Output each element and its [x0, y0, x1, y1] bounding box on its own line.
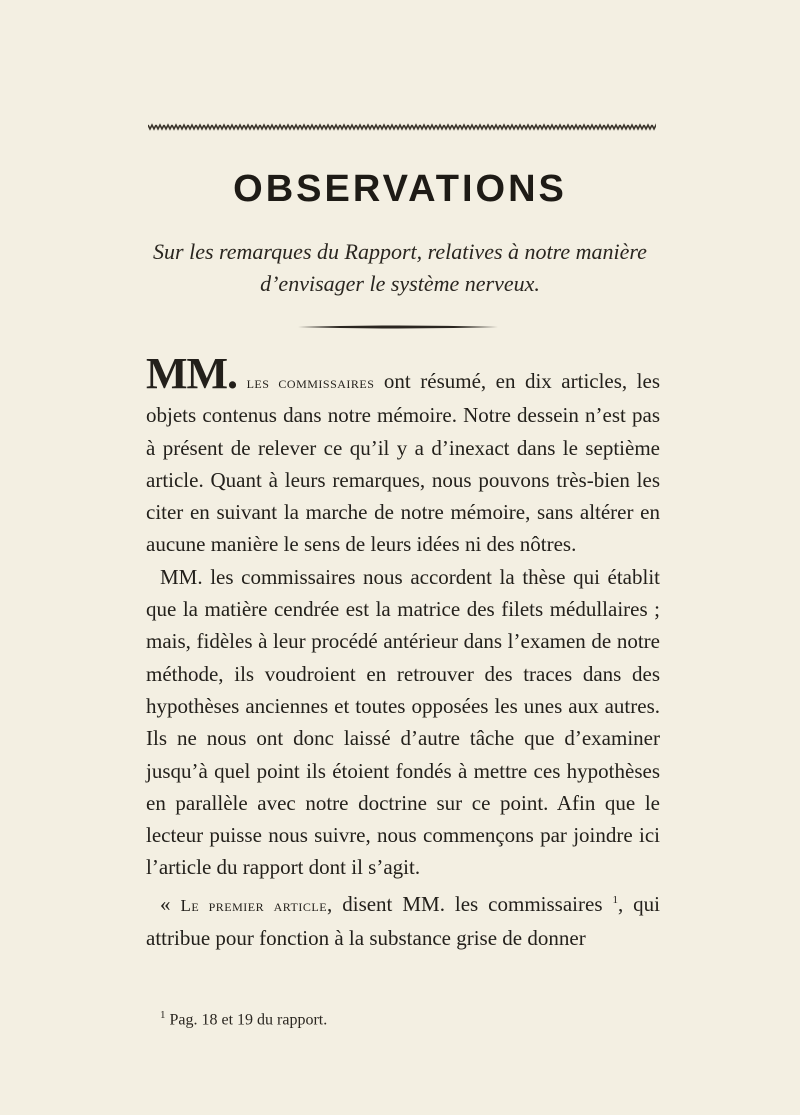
footnote-text: Pag. 18 et 19 du rapport.	[165, 1011, 328, 1029]
subtitle-line-2: d’envisager le système nerveux.	[260, 271, 540, 296]
open-quote: «	[160, 891, 181, 916]
footnote-marker: 1	[160, 1009, 166, 1021]
subtitle	[140, 236, 660, 300]
footnote	[160, 1009, 660, 1029]
paragraph-3-text-2: , qui attribue pour fonction à la substance grise de donner	[146, 891, 660, 951]
ornamental-border	[148, 122, 656, 132]
paragraph-3-text: , disent MM. les commissaires	[327, 891, 613, 916]
decorative-rule	[298, 325, 498, 329]
paragraph-2: MM. les commissaires nous accordent la thèse qui établit que la matière cendrée est la matrice des filets médullaires ; mais, fidèles à leur procédé antérieur dans l’examen de notre méthode, ils voudroient en retrouver des traces dans des hypothèses anciennes et toutes opposées les unes aux autres. Ils ne nous ont donc laissé d’autre tâche que d’examiner jusqu’à quel point ils étoient fondés à mettre ces hypothèses en parallèle avec notre doctrine sur ce point. Afin que le lecteur puisse nous suivre, nous commençons par joindre ici l’article du rapport dont il s’agit.	[146, 564, 660, 880]
smallcaps-premier-article: Le premier article	[180, 895, 328, 915]
footnote-reference: 1	[612, 893, 618, 906]
paragraph-1	[146, 349, 661, 561]
smallcaps-commissaires: les commissaires	[246, 373, 375, 392]
body-text	[146, 349, 661, 954]
paragraph-1-text: ont résumé, en dix articles, les objets contenus dans notre mémoire. Notre dessein n’est pas à présent de relever ce qu’il y a d’inexact dans le septième article. Quant à leurs remarques, nous pouvons très-bien les citer en suivant la marche de notre mémoire, sans altérer en aucune manière le sens de leurs idées ni des nôtres.	[146, 369, 661, 557]
dropcap: MM.	[146, 349, 238, 398]
subtitle-line-1: Sur les remarques du Rapport, relatives à notre manière	[153, 239, 647, 264]
page-title: OBSERVATIONS	[233, 168, 567, 210]
paragraph-3	[146, 884, 660, 955]
